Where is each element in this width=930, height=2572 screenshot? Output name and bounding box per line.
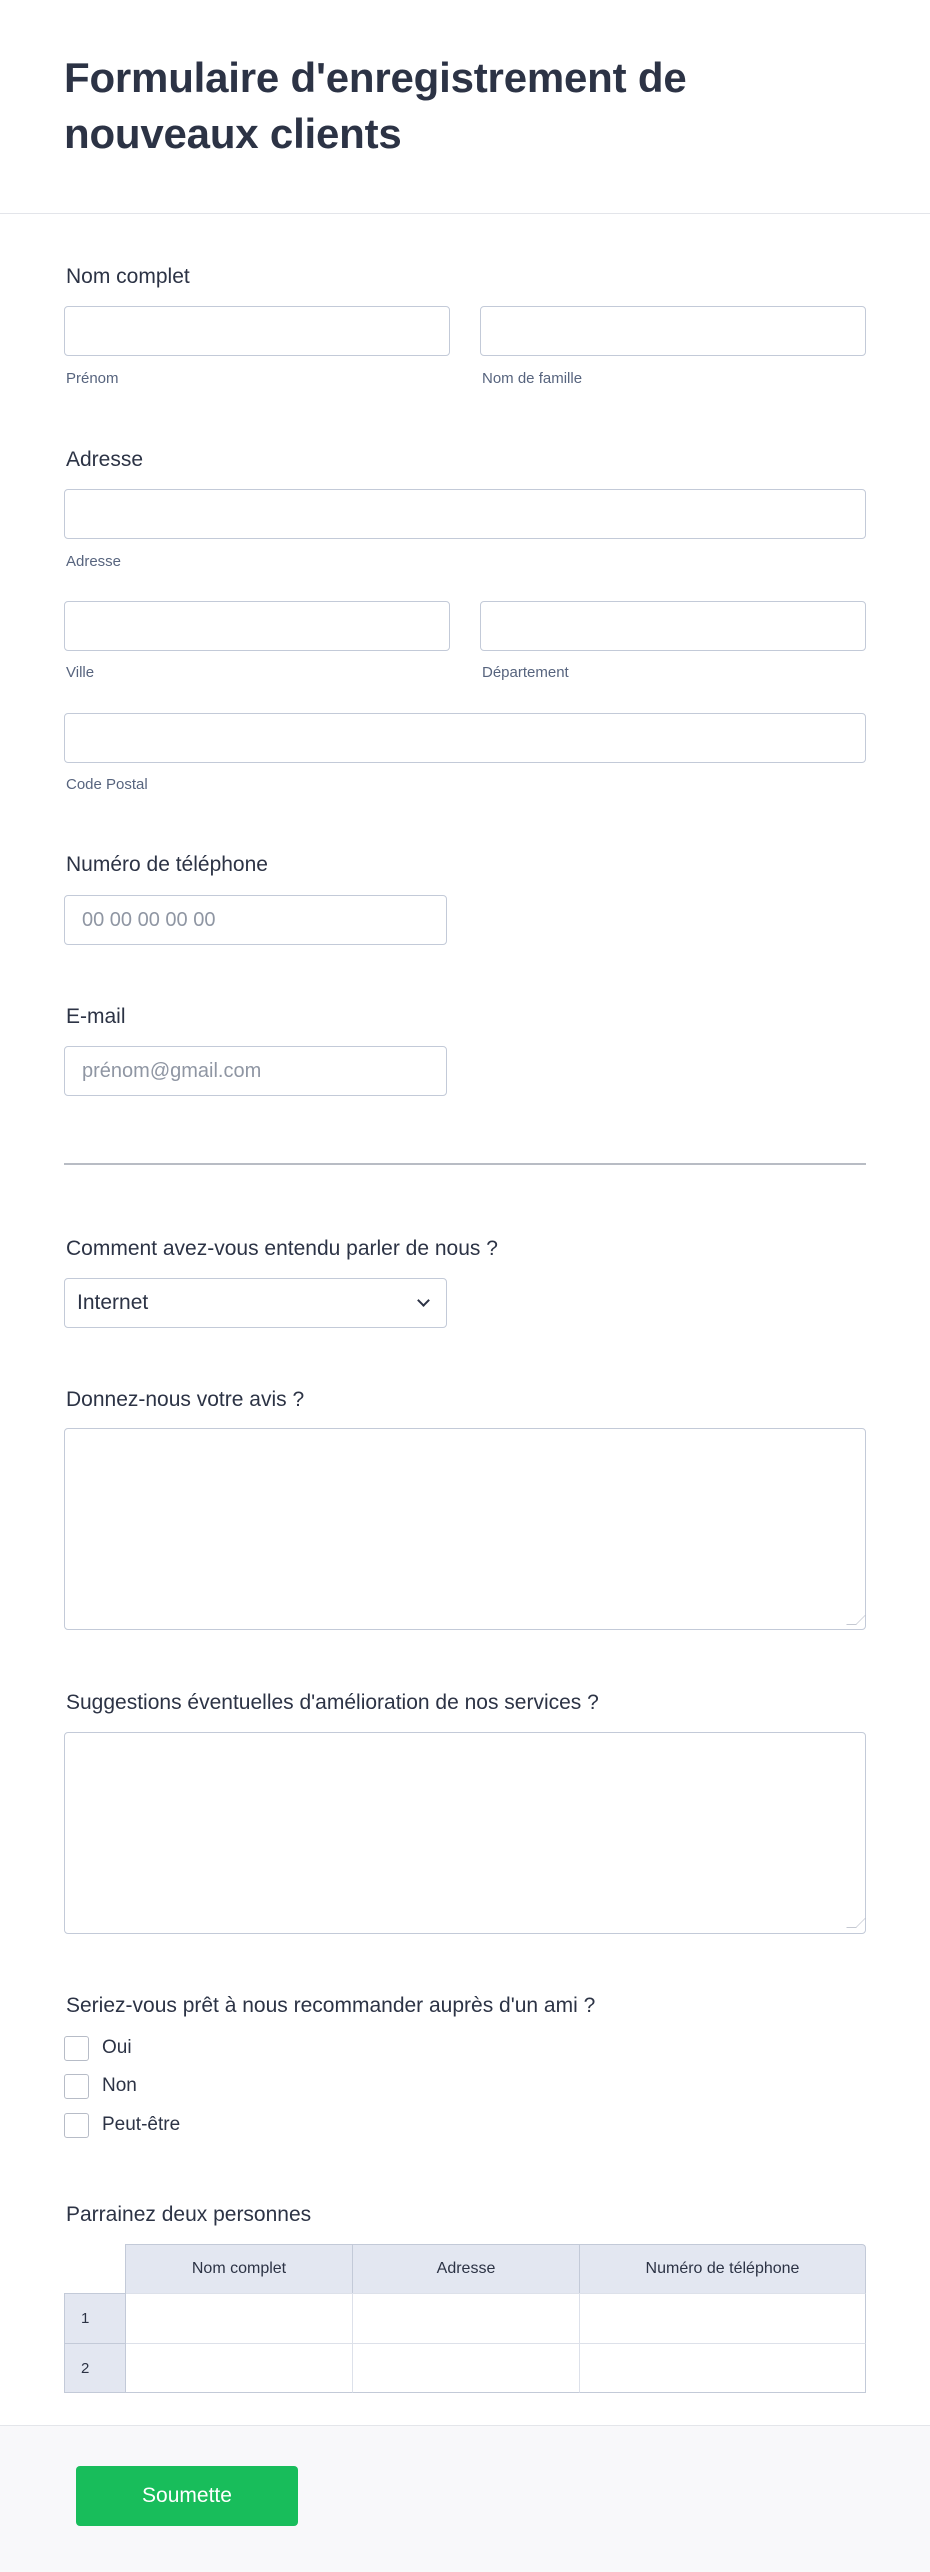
state-sublabel: Département bbox=[482, 664, 569, 681]
row-header: 1 bbox=[64, 2293, 126, 2343]
checkbox[interactable] bbox=[64, 2074, 89, 2099]
checkbox[interactable] bbox=[64, 2113, 89, 2138]
city-input[interactable] bbox=[64, 601, 450, 651]
chevron-down-icon bbox=[417, 1294, 430, 1307]
source-selected-value: Internet bbox=[77, 1291, 149, 1314]
phone-label: Numéro de téléphone bbox=[66, 853, 268, 876]
source-label: Comment avez-vous entendu parler de nous ? bbox=[66, 1237, 498, 1260]
column-header: Numéro de téléphone bbox=[580, 2244, 866, 2293]
section-divider bbox=[64, 1163, 866, 1165]
table-cell[interactable] bbox=[126, 2343, 353, 2393]
street-address-input[interactable] bbox=[64, 489, 866, 539]
checkbox[interactable] bbox=[64, 2036, 89, 2061]
option-label: Peut-être bbox=[102, 2114, 181, 2135]
column-header: Nom complet bbox=[126, 2244, 353, 2293]
phone-input[interactable] bbox=[64, 895, 447, 945]
last-name-sublabel: Nom de famille bbox=[482, 370, 583, 387]
zip-input[interactable] bbox=[64, 713, 866, 763]
feedback-label: Donnez-nous votre avis ? bbox=[66, 1388, 305, 1411]
table-cell[interactable] bbox=[580, 2343, 866, 2393]
first-name-input[interactable] bbox=[64, 306, 450, 356]
address-label: Adresse bbox=[66, 448, 144, 471]
form-header bbox=[0, 0, 930, 214]
table-cell[interactable] bbox=[353, 2343, 580, 2393]
referral-label: Parrainez deux personnes bbox=[66, 2203, 312, 2226]
column-header: Adresse bbox=[353, 2244, 580, 2293]
email-label: E-mail bbox=[66, 1005, 126, 1028]
email-input[interactable] bbox=[64, 1046, 447, 1096]
state-input[interactable] bbox=[480, 601, 866, 651]
recommend-option-oui[interactable] bbox=[64, 2035, 132, 2061]
page-title: Formulaire d'enregistrement de nouveaux clients bbox=[64, 54, 687, 157]
table-cell[interactable] bbox=[353, 2293, 580, 2343]
last-name-input[interactable] bbox=[480, 306, 866, 356]
street-address-sublabel: Adresse bbox=[66, 553, 122, 570]
referral-table bbox=[64, 2244, 866, 2393]
suggestions-textarea[interactable] bbox=[64, 1732, 866, 1934]
row-header: 2 bbox=[64, 2343, 126, 2393]
submit-button[interactable]: Soumette bbox=[76, 2466, 298, 2526]
option-label: Non bbox=[102, 2075, 137, 2096]
table-cell[interactable] bbox=[580, 2293, 866, 2343]
zip-sublabel: Code Postal bbox=[66, 776, 148, 793]
option-label: Oui bbox=[102, 2037, 132, 2058]
full-name-label: Nom complet bbox=[66, 265, 190, 288]
feedback-textarea[interactable] bbox=[64, 1428, 866, 1630]
recommend-option-peut-etre[interactable] bbox=[64, 2112, 180, 2138]
first-name-sublabel: Prénom bbox=[66, 370, 119, 387]
form-footer bbox=[0, 2425, 930, 2572]
suggestions-label: Suggestions éventuelles d'amélioration de nos services ? bbox=[66, 1691, 599, 1714]
recommend-label: Seriez-vous prêt à nous recommander auprès d'un ami ? bbox=[66, 1994, 596, 2017]
source-select[interactable] bbox=[64, 1278, 447, 1328]
table-corner bbox=[64, 2244, 126, 2293]
table-cell[interactable] bbox=[126, 2293, 353, 2343]
recommend-option-non[interactable] bbox=[64, 2073, 137, 2099]
city-sublabel: Ville bbox=[66, 664, 95, 681]
form-body bbox=[0, 215, 930, 2425]
